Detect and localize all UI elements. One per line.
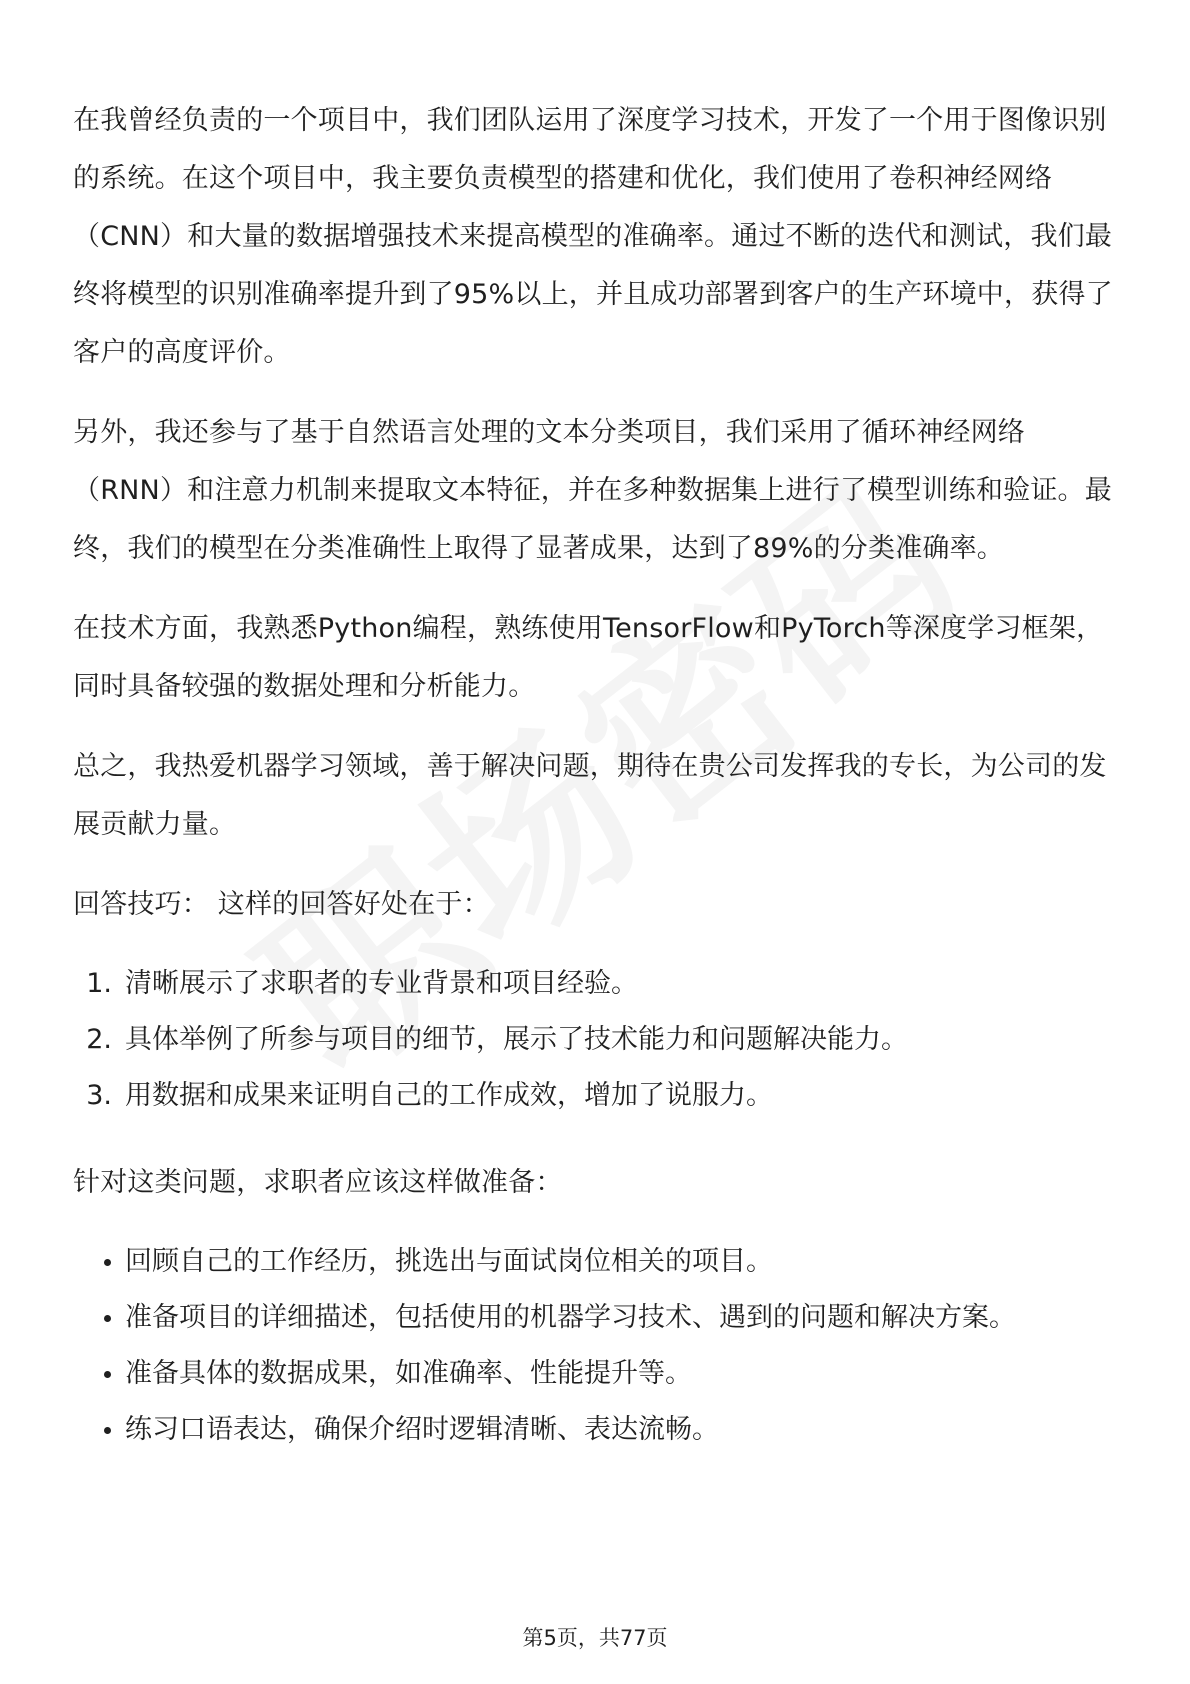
list-number: 2. bbox=[86, 1024, 112, 1055]
list-item-text: 练习口语表达，确保介绍时逻辑清晰、表达流畅。 bbox=[125, 1414, 719, 1445]
ordered-list-benefits bbox=[73, 956, 1118, 1124]
list-number: 3. bbox=[86, 1080, 112, 1111]
list-item bbox=[73, 1012, 1118, 1068]
list-item-text: 清晰展示了求职者的专业背景和项目经验。 bbox=[125, 968, 638, 999]
bullet-list-preparation bbox=[73, 1234, 1118, 1458]
list-item bbox=[73, 1402, 1118, 1458]
paragraph-answer-tips: 回答技巧： 这样的回答好处在于： bbox=[73, 889, 490, 920]
list-item bbox=[73, 1068, 1118, 1124]
list-item bbox=[73, 1234, 1118, 1290]
page-footer: 第5页，共77页 bbox=[522, 1626, 668, 1650]
list-number: 1. bbox=[86, 968, 112, 999]
paragraph-preparation: 针对这类问题，求职者应该这样做准备： bbox=[73, 1167, 563, 1198]
list-item-text: 回顾自己的工作经历，挑选出与面试岗位相关的项目。 bbox=[125, 1246, 773, 1277]
paragraph-tech-skills: 在技术方面，我熟悉Python编程，熟练使用TensorFlow和PyTorch等深度学习框架，同时具备较强的数据处理和分析能力。 bbox=[73, 613, 1104, 702]
list-item-text: 准备具体的数据成果，如准确率、性能提升等。 bbox=[125, 1358, 692, 1389]
list-item bbox=[73, 1346, 1118, 1402]
paragraph-summary: 总之，我热爱机器学习领域，善于解决问题，期待在贵公司发挥我的专长，为公司的发展贡献力量。 bbox=[73, 751, 1107, 840]
list-item bbox=[73, 956, 1118, 1012]
paragraph-project-image-recognition: 在我曾经负责的一个项目中，我们团队运用了深度学习技术，开发了一个用于图像识别的系统。在这个项目中，我主要负责模型的搭建和优化，我们使用了卷积神经网络（CNN）和大量的数据增强技术来提高模型的准确率。通过不断的迭代和测试，我们最终将模型的识别准确率提升到了95%以上，并且成功部署到客户的生产环境中，获得了客户的高度评价。 bbox=[73, 105, 1113, 368]
document-body bbox=[73, 92, 1118, 1488]
bullet-icon bbox=[73, 1346, 125, 1402]
bullet-icon bbox=[73, 1402, 125, 1458]
list-item-text: 准备项目的详细描述，包括使用的机器学习技术、遇到的问题和解决方案。 bbox=[125, 1302, 1016, 1333]
list-item-text: 具体举例了所参与项目的细节，展示了技术能力和问题解决能力。 bbox=[125, 1024, 908, 1055]
list-item-text: 用数据和成果来证明自己的工作成效，增加了说服力。 bbox=[125, 1080, 773, 1111]
bullet-icon bbox=[73, 1234, 125, 1290]
paragraph-project-text-classification: 另外，我还参与了基于自然语言处理的文本分类项目，我们采用了循环神经网络（RNN）和注意力机制来提取文本特征，并在多种数据集上进行了模型训练和验证。最终，我们的模型在分类准确性上取得了显著成果，达到了89%的分类准确率。 bbox=[73, 417, 1112, 564]
list-item bbox=[73, 1290, 1118, 1346]
bullet-icon bbox=[73, 1290, 125, 1346]
